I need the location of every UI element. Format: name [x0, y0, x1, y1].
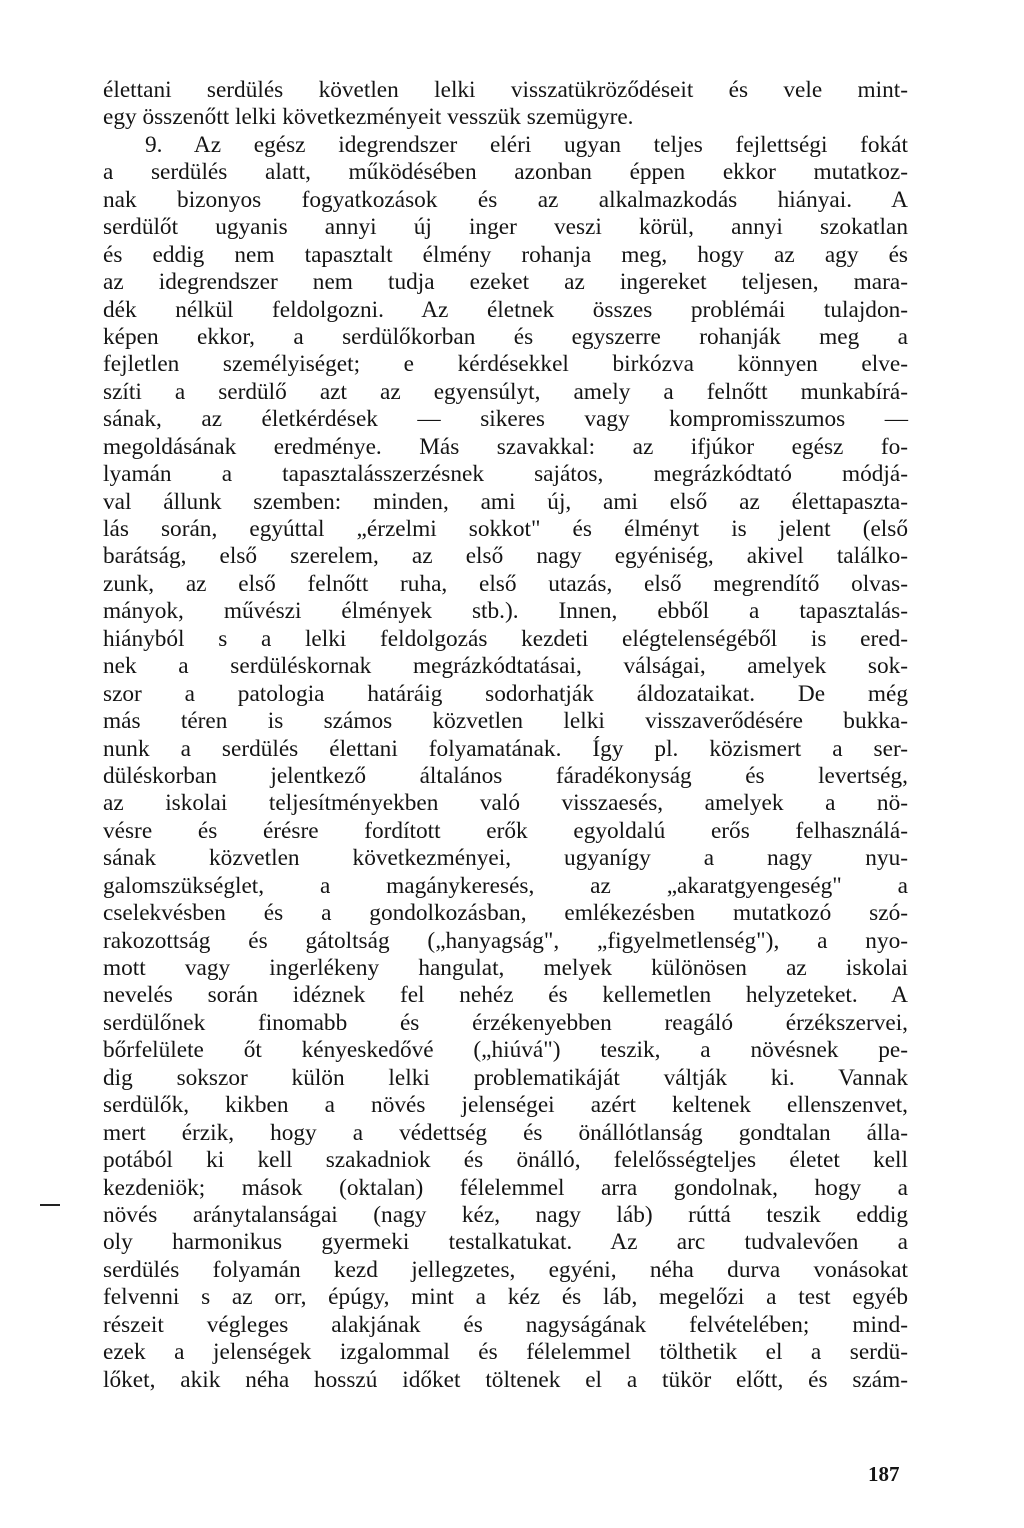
text-line: serdülőt ugyanis annyi új inger veszi körül, annyi szokatlan: [103, 214, 908, 241]
text-line: zunk, az első felnőtt ruha, első utazás, első megrendítő olvas-: [103, 570, 908, 597]
text-line: és eddig nem tapasztalt élmény rohanja meg, hogy az agy és: [103, 241, 908, 268]
text-line: val állunk szemben: minden, ami új, ami első az élettapaszta-: [103, 488, 908, 515]
text-line: lyamán a tapasztalásszerzésnek sajátos, megrázkódtató módjá-: [103, 461, 908, 488]
text-line: vésre és érésre fordított erők egyoldalú erős felhasználá-: [103, 817, 908, 844]
text-line: serdülés folyamán kezd jellegzetes, egyéni, néha durva vonásokat: [103, 1256, 908, 1283]
text-line: növés aránytalanságai (nagy kéz, nagy láb) rúttá teszik eddig: [103, 1201, 908, 1228]
text-line: a serdülés alatt, működésében azonban éppen ekkor mutatkoz-: [103, 159, 908, 186]
text-line: ezek a jelenségek izgalommal és félelemmel tölthetik el a serdü-: [103, 1339, 908, 1366]
text-line: megoldásának eredménye. Más szavakkal: az ifjúkor egész fo-: [103, 433, 908, 460]
text-line: mert érzik, hogy a védettség és önállótlanság gondtalan álla-: [103, 1119, 908, 1146]
page-number: 187: [868, 1462, 900, 1486]
text-line: egy összenőtt lelki következményeit vesszük szemügyre.: [103, 104, 634, 131]
text-line: dék nélkül feldolgozni. Az életnek összes problémái tulajdon-: [103, 296, 908, 323]
text-line: nevelés során idéznek fel nehéz és kellemetlen helyzeteket. A: [103, 982, 908, 1009]
text-line: bőrfelülete őt kényeskedővé („hiúvá") teszik, a növésnek pe-: [103, 1037, 908, 1064]
body-text: [103, 77, 908, 1394]
text-line: oly harmonikus gyermeki testalkatukat. Az arc tudvalevően a: [103, 1229, 908, 1256]
text-line: élettani serdülés követlen lelki visszatükröződéseit és vele mint-: [103, 77, 908, 103]
text-line: más téren is számos közvetlen lelki visszaverődésére bukka-: [103, 708, 908, 735]
text-line: lás során, egyúttal „érzelmi sokkot" és élményt is jelent (első: [103, 516, 908, 542]
text-line: dig sokszor külön lelki problematikáját váltják ki. Vannak: [103, 1064, 908, 1091]
text-line: mányok, művészi élmények stb.). Innen, ebből a tapasztalás-: [103, 598, 908, 625]
text-line: az idegrendszer nem tudja ezeket az ingereket teljesen, mara-: [103, 269, 908, 296]
text-line: potából ki kell szakadniok és önálló, felelősségteljes életet kell: [103, 1147, 908, 1174]
text-line: képen ekkor, a serdülőkorban és egyszerre rohanják meg a: [103, 323, 908, 350]
text-line: mott vagy ingerlékeny hangulat, melyek különösen az iskolai: [103, 955, 908, 981]
text-line: kezdeniök; mások (oktalan) félelemmel arra gondolnak, hogy a: [103, 1174, 908, 1201]
text-line: 9. Az egész idegrendszer eléri ugyan teljes fejlettségi fokát: [145, 131, 908, 158]
text-line: serdülőnek finomabb és érzékenyebben reagáló érzékszervei,: [103, 1009, 908, 1036]
text-line: nak bizonyos fogyatkozások és az alkalmazkodás hiányai. A: [103, 186, 908, 213]
text-line: düléskorban jelentkező általános fáradékonyság és levertség,: [103, 762, 908, 789]
text-line: serdülők, kikben a növés jelenségei azért keltenek ellenszenvet,: [103, 1092, 908, 1119]
text-line: sának, az életkérdések — sikeres vagy kompromisszumos —: [103, 406, 908, 433]
text-line: fejletlen személyiséget; e kérdésekkel birkózva könnyen elve-: [103, 351, 908, 378]
text-line: galomszükséglet, a magánykeresés, az „akaratgyengeség" a: [103, 872, 908, 899]
text-line: sának közvetlen következményei, ugyanígy a nagy nyu-: [103, 845, 908, 872]
text-line: nunk a serdülés élettani folyamatának. Így pl. közismert a ser-: [103, 735, 908, 762]
text-line: barátság, első szerelem, az első nagy egyéniség, akivel találko-: [103, 543, 908, 570]
text-line: szor a patologia határáig sodorhatják áldozataikat. De még: [103, 680, 908, 707]
margin-dash: [40, 1204, 60, 1206]
text-line: részeit végleges alakjának és nagyságának felvételében; mind-: [103, 1311, 908, 1338]
text-line: az iskolai teljesítményekben való visszaesés, amelyek a nö-: [103, 790, 908, 817]
text-line: nek a serdüléskornak megrázkódtatásai, válságai, amelyek sok-: [103, 653, 908, 680]
text-line: cselekvésben és a gondolkozásban, emlékezésben mutatkozó szó-: [103, 900, 908, 927]
text-line: felvenni s az orr, épúgy, mint a kéz és láb, megelőzi a test egyéb: [103, 1284, 908, 1311]
text-line: lőket, akik néha hosszú időket töltenek el a tükör előtt, és szám-: [103, 1366, 908, 1393]
text-line: rakozottság és gátoltság („hanyagság", „figyelmetlenség"), a nyo-: [103, 927, 908, 954]
text-line: hiányból s a lelki feldolgozás kezdeti elégtelenségéből is ered-: [103, 625, 908, 652]
text-line: szíti a serdülő azt az egyensúlyt, amely a felnőtt munkabírá-: [103, 378, 908, 405]
